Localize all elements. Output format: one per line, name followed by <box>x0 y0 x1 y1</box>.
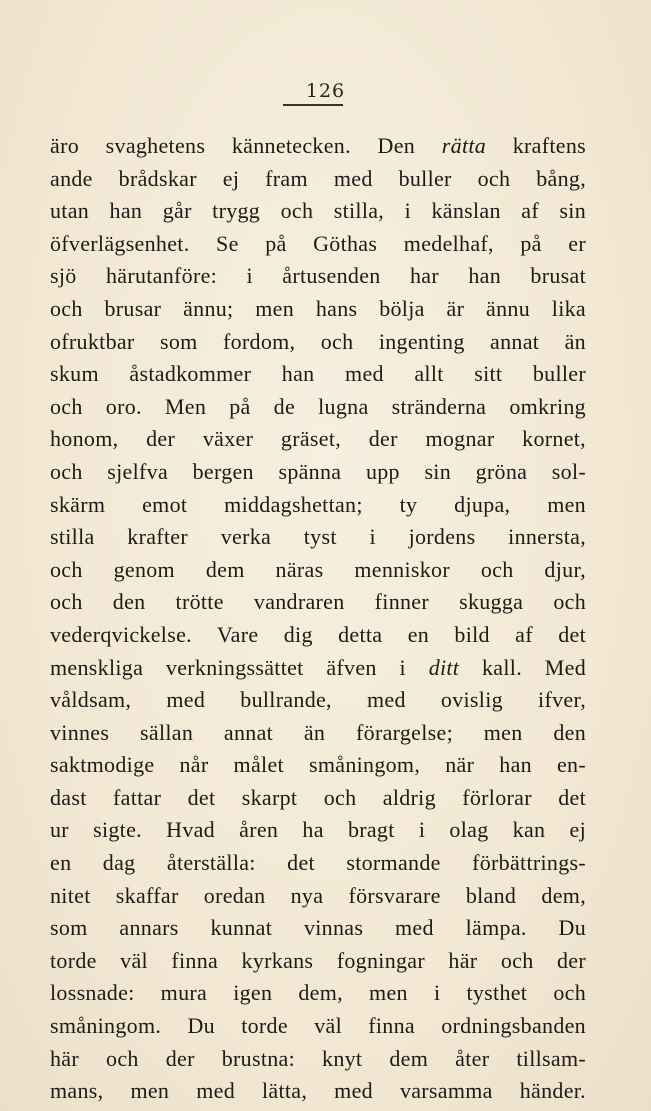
page-number-rule <box>283 104 343 106</box>
text-line: skärm emot middagshettan; ty djupa, men <box>50 491 586 517</box>
text-line: sjö härutanföre: i årtusenden har han brusat <box>50 263 586 289</box>
text-line: här och der brustna: knyt dem åter tillsam- <box>50 1045 586 1071</box>
text-line: mans, men med lätta, med varsamma händer. <box>50 1078 586 1104</box>
text-line: våldsam, med bullrande, med ovislig ifver, <box>50 687 586 713</box>
text-line: och den trötte vandraren finner skugga och <box>50 589 586 615</box>
text-line: och brusar ännu; men hans bölja är ännu lika <box>50 295 586 321</box>
text-line: torde väl finna kyrkans fogningar här och der <box>50 947 586 973</box>
text-line: menskliga verkningssättet äfven i ditt kall. Med <box>50 654 586 680</box>
text-line: skum åstadkommer han med allt sitt buller <box>50 361 586 387</box>
text-line: öfverlägsenhet. Se på Göthas medelhaf, på er <box>50 230 586 256</box>
emphasized-word: ditt <box>428 654 460 680</box>
text-line: vinnes sällan annat än förargelse; men den <box>50 719 586 745</box>
text-line: vederqvickelse. Vare dig detta en bild af det <box>50 621 586 647</box>
text-line: som annars kunnat vinnas med lämpa. Du <box>50 915 586 941</box>
text-line: stilla krafter verka tyst i jordens innersta, <box>50 524 586 550</box>
emphasized-word: rätta <box>441 133 487 158</box>
body-text <box>50 130 586 1108</box>
text-line: utan han går trygg och stilla, i känslan af sin <box>50 198 586 224</box>
text-line: dast fattar det skarpt och aldrig förlorar det <box>50 784 586 810</box>
text-line: äro svaghetens kännetecken. Den rätta kraftens <box>50 133 586 158</box>
text-line: ofruktbar som fordom, och ingenting annat än <box>50 328 586 354</box>
text-line: ur sigte. Hvad åren ha bragt i olag kan ej <box>50 817 586 843</box>
text-line: och sjelfva bergen spänna upp sin gröna sol- <box>50 458 586 484</box>
text-line: ande brådskar ej fram med buller och bång, <box>50 165 586 191</box>
text-line: en dag återställa: det stormande förbättrings- <box>50 850 586 876</box>
page-number: 126 <box>305 80 346 102</box>
text-line: saktmodige når målet småningom, när han en- <box>50 752 586 778</box>
text-line: lossnade: mura igen dem, men i tysthet och <box>50 980 586 1006</box>
text-line: nitet skaffar oredan nya försvarare bland dem, <box>50 882 586 908</box>
text-line: och genom dem näras menniskor och djur, <box>50 556 586 582</box>
text-line: småningom. Du torde väl finna ordningsbanden <box>50 1013 586 1039</box>
text-line: och oro. Men på de lugna stränderna omkring <box>50 393 586 419</box>
text-line: honom, der växer gräset, der mognar kornet, <box>50 426 586 452</box>
